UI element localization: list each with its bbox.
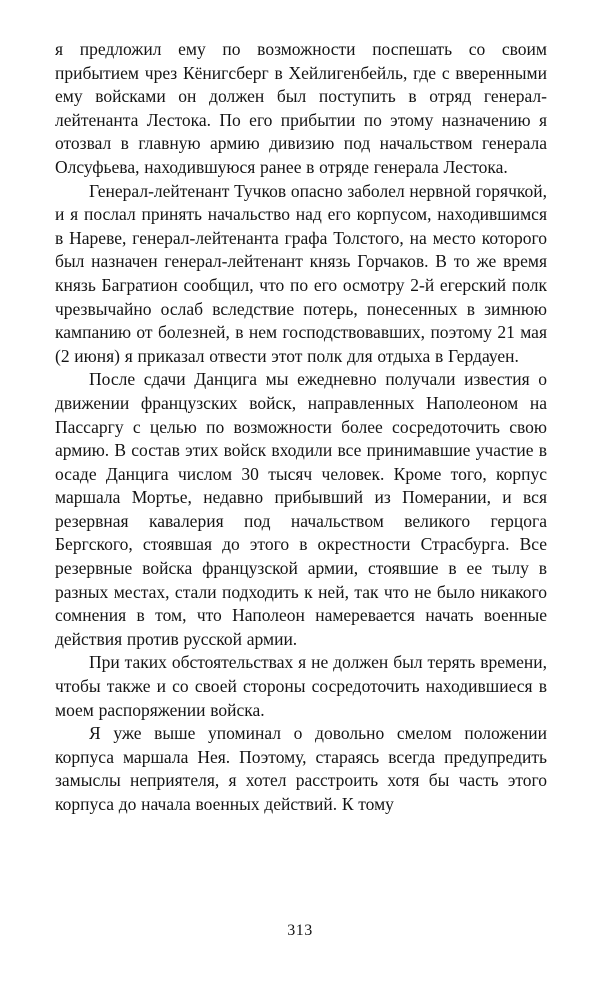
text-block	[55, 38, 547, 817]
page-number: 313	[287, 922, 313, 939]
paragraph: Я уже выше упоминал о довольно смелом положении корпуса маршала Нея. Поэтому, стараясь всегда предупредить замыслы неприятеля, я хотел расстроить хотя бы часть этого корпуса до начала военных действий. К тому	[55, 723, 547, 814]
paragraph-continuation: я предложил ему по возможности поспешать со своим прибытием чрез Кёнигсберг в Хейлигенбейль, где с вверенными ему войсками он должен был поступить в отряд генерал-лейтенанта Лестока. По его прибытии по этому назначению я отозвал в главную армию дивизию под начальством генерала Олсуфьева, находившуюся ранее в отряде генерала Лестока.	[55, 39, 547, 177]
paragraph: После сдачи Данцига мы ежедневно получали известия о движении французских войск, направленных Наполеоном на Пассаргу с целью по возможности более сосредоточить свою армию. В состав этих войск входили все принимавшие участие в осаде Данцига числом 30 тысяч человек. Кроме того, корпус маршала Мортье, недавно прибывший из Померании, и вся резервная кавалерия под начальством великого герцога Бергского, стоявшая до этого в окрестности Страсбурга. Все резервные войска французской армии, стоявшие в ее тылу в разных местах, стали подходить к ней, так что не было никакого сомнения в том, что Наполеон намеревается начать военные действия против русской армии.	[55, 369, 547, 649]
paragraph: Генерал-лейтенант Тучков опасно заболел нервной горячкой, и я послал принять начальство над его корпусом, находившимся в Нареве, генерал-лейтенанта графа Толстого, на место которого был назначен генерал-лейтенант князь Горчаков. В то же время князь Багратион сообщил, что по его осмотру 2-й егерский полк чрезвычайно ослаб вследствие потерь, понесенных в зимнюю кампанию от болезней, в нем господствовавших, поэтому 21 мая (2 июня) я приказал отвести этот полк для отдыха в Гердауен.	[55, 180, 547, 366]
paragraph: При таких обстоятельствах я не должен был терять времени, чтобы также и со своей стороны сосредоточить находившиеся в моем распоряжении войска.	[55, 652, 547, 720]
